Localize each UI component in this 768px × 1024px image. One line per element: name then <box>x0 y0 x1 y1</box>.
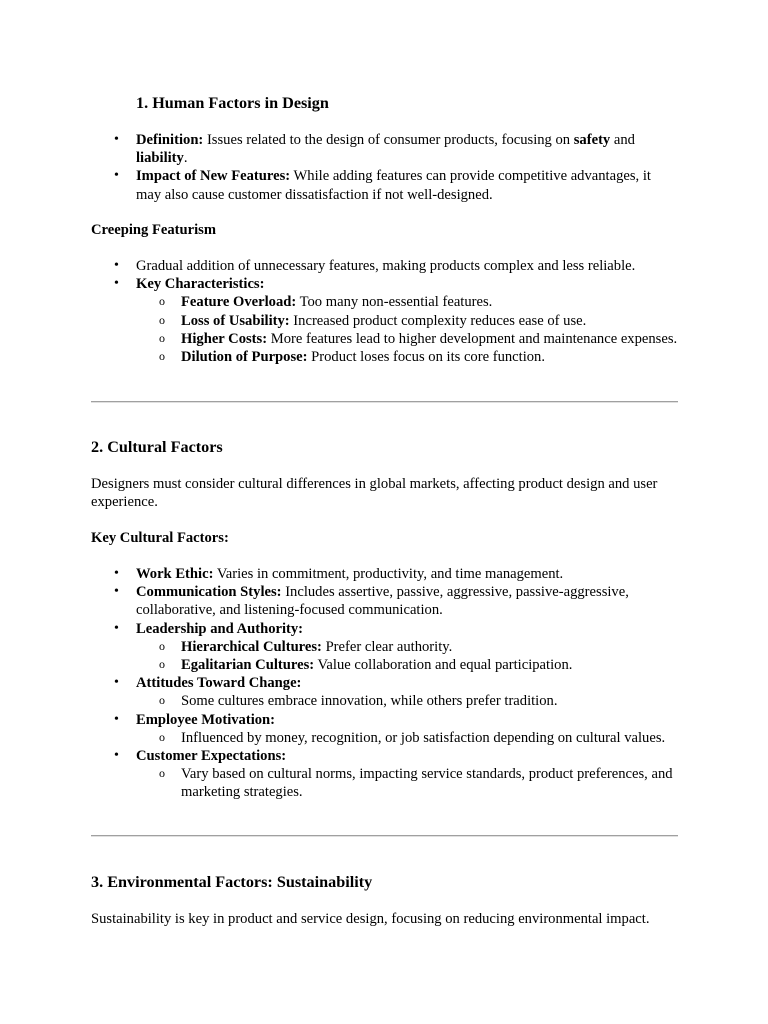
higher-costs-label: Higher Costs: <box>181 330 268 347</box>
loss-of-usability-text: Increased product complexity reduces ease of use. <box>289 312 587 329</box>
definition-period: . <box>183 150 188 167</box>
impact-label: Impact of New Features: <box>136 168 291 185</box>
feature-overload-label: Feature Overload: <box>181 294 297 311</box>
definition-text: Issues related to the design of consumer products, focusing on <box>203 132 574 148</box>
section-divider-1 <box>91 401 678 403</box>
definition-and: and <box>610 132 635 148</box>
impact-text: While adding features can provide competitive advantages, it may also cause customer dissatisfaction if not well-designed. <box>136 168 651 203</box>
communication-label: Communication Styles: <box>136 584 282 601</box>
dilution-of-purpose-text: Product loses focus on its core function. <box>307 349 545 366</box>
list-item-attitudes <box>91 674 678 692</box>
section-3-title: 3. Environmental Factors: Sustainability <box>91 873 373 891</box>
expectations-text: Vary based on cultural norms, impacting service standards, product preferences, and marketing strategies. <box>181 766 673 801</box>
motivation-label: Employee Motivation: <box>136 711 276 728</box>
sub-item-feature-overload <box>91 293 678 311</box>
section-divider-2 <box>91 835 678 837</box>
attitudes-label: Attitudes Toward Change: <box>136 675 302 692</box>
section-1-title: 1. Human Factors in Design <box>136 94 329 112</box>
list-item-gradual <box>91 257 678 275</box>
dilution-of-purpose-label: Dilution of Purpose: <box>181 349 308 366</box>
section-2-title: 2. Cultural Factors <box>91 438 223 456</box>
list-item-communication <box>91 583 678 619</box>
sub-item-egalitarian <box>91 656 678 674</box>
section-2-intro: Designers must consider cultural differences in global markets, affecting product design and user experience. <box>91 476 658 511</box>
definition-liability: liability <box>136 150 184 167</box>
innovation-text: Some cultures embrace innovation, while others prefer tradition. <box>181 693 558 710</box>
hierarchical-text: Prefer clear authority. <box>321 638 453 655</box>
higher-costs-text: More features lead to higher development and maintenance expenses. <box>267 330 678 347</box>
list-item-motivation <box>91 711 678 729</box>
gradual-text: Gradual addition of unnecessary features, making products complex and less reliable. <box>136 258 636 274</box>
communication-text: Includes assertive, passive, aggressive, passive-aggressive, collaborative, and listening-focused communication. <box>136 584 629 619</box>
egalitarian-text: Value collaboration and equal participation. <box>314 657 573 674</box>
key-cultural-factors-heading: Key Cultural Factors: <box>91 530 229 546</box>
section-1-list <box>91 131 678 204</box>
sub-item-loss-of-usability <box>91 312 678 330</box>
list-item-customer-expectations <box>91 747 678 765</box>
work-ethic-label: Work Ethic: <box>136 566 214 582</box>
list-item-definition <box>91 131 678 167</box>
creeping-featurism-heading: Creeping Featurism <box>91 222 216 238</box>
section-3-intro: Sustainability is key in product and service design, focusing on reducing environmental impact. <box>91 911 650 927</box>
leadership-label: Leadership and Authority: <box>136 620 304 637</box>
egalitarian-label: Egalitarian Cultures: <box>181 657 315 674</box>
expectations-label: Customer Expectations: <box>136 748 287 765</box>
sub-item-dilution-of-purpose <box>91 348 678 366</box>
sub-item-hierarchical <box>91 638 678 656</box>
definition-label: Definition: <box>136 132 204 148</box>
list-item-key-characteristics <box>91 275 678 293</box>
work-ethic-text: Varies in commitment, productivity, and time management. <box>213 566 564 582</box>
definition-safety: safety <box>573 132 611 148</box>
key-characteristics-label: Key Characteristics: <box>136 276 265 293</box>
creeping-list <box>91 257 678 366</box>
hierarchical-label: Hierarchical Cultures: <box>181 638 322 655</box>
sub-item-innovation <box>91 692 678 710</box>
list-item-impact <box>91 167 678 203</box>
motivation-text: Influenced by money, recognition, or job satisfaction depending on cultural values. <box>181 729 666 746</box>
sub-item-cultural-norms <box>91 765 678 801</box>
sub-item-higher-costs <box>91 330 678 348</box>
list-item-work-ethic <box>91 565 678 583</box>
feature-overload-text: Too many non-essential features. <box>296 294 493 311</box>
sub-item-money-recognition <box>91 729 678 747</box>
loss-of-usability-label: Loss of Usability: <box>181 312 290 329</box>
list-item-leadership <box>91 620 678 638</box>
cultural-factors-list <box>91 565 678 802</box>
